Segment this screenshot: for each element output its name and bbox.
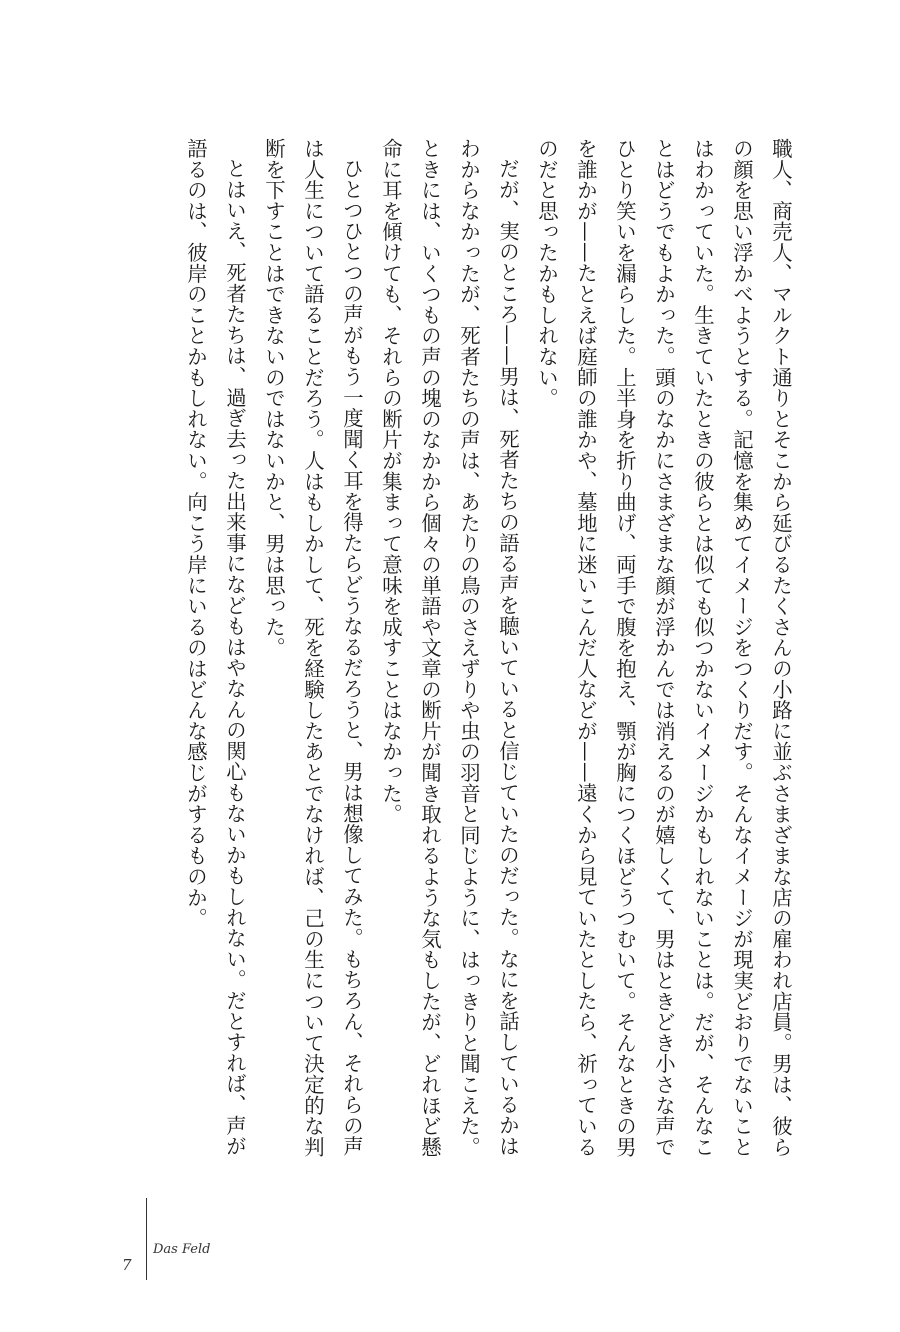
footer-divider bbox=[146, 1198, 147, 1280]
paragraph-1: 職人、商売人、マルクト通りとそこから延びるたくさんの小路に並ぶさまざまな店の雇われ店員。男は、彼らの顔を思い浮かべようとする。記憶を集めてイメージをつくりだす。そんなイメージが現実どおりでないことはわかっていた。生きていたときの彼らとは似ても似つかないイメージかもしれないことは。だが、そんなことはどうでもよかった。頭のなかにさまざまな顔が浮かんでは消えるのが嬉しくて、男はときどき小さな声でひとり笑いを漏らした。上半身を折り曲げ、両手で腹を抱え、顎が胸につくほどうつむいて。そんなときの男を誰かが——たとえば庭師の誰かや、墓地に迷いこんだ人などが——遠くから見ていたとしたら、祈っているのだと思ったかもしれない。 bbox=[535, 138, 793, 1158]
paragraph-4: とはいえ、死者たちは、過ぎ去った出来事になどもはやなんの関心もないかもしれない。だとすれば、声が語るのは、彼岸のことかもしれない。向こう岸にいるのはどんな感じがするものか。 bbox=[184, 138, 247, 1157]
page-number: 7 bbox=[122, 1256, 132, 1274]
paragraph-3: ひとつひとつの声がもう一度聞く耳を得たらどうなるだろうと、男は想像してみた。もちろん、それらの声は人生について語ることだろう。人はもしかして、死を経験したあとでなければ、己の生について決定的な判断を下すことはできないのではないかと、男は思った。 bbox=[262, 138, 364, 1158]
running-title: Das Feld bbox=[153, 1242, 211, 1257]
vertical-text-body bbox=[100, 138, 800, 1158]
paragraph-2: だが、実のところ——男は、死者たちの語る声を聴いていると信じていたのだった。なにを話しているかはわからなかったが、死者たちの声は、あたりの鳥のさえずりや虫の羽音と同じように、はっきりと聞こえた。ときには、いくつもの声の塊のなかから個々の単語や文章の断片が聞き取れるような気もしたが、どれほど懸命に耳を傾けても、それらの断片が集まって意味を成すことはなかった。 bbox=[379, 138, 520, 1158]
